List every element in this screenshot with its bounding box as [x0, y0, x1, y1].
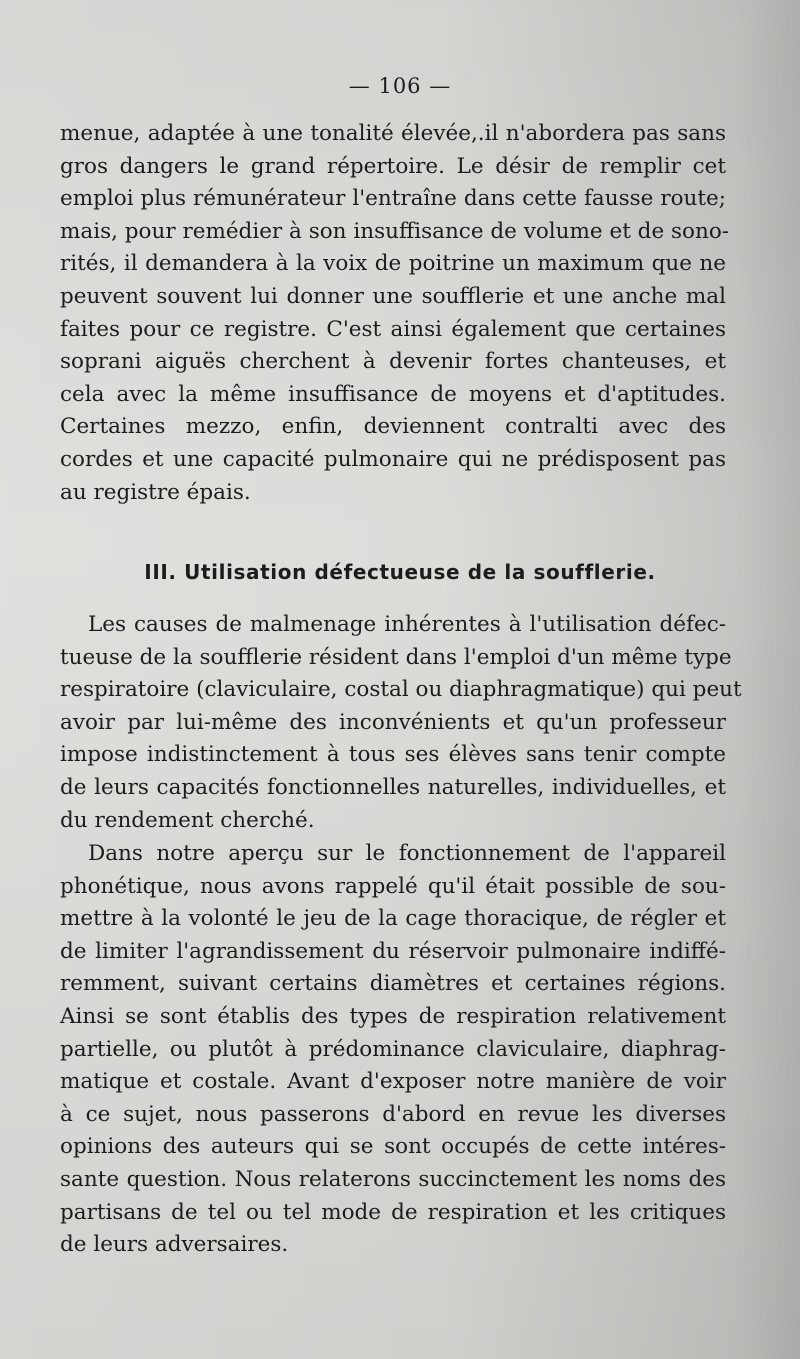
text-line: cordes et une capacité pulmonaire qui ne prédisposent pas	[60, 446, 726, 472]
paragraph-1	[60, 118, 730, 509]
paragraph-2	[60, 609, 742, 837]
page-number: — 106 —	[348, 74, 452, 98]
text-line: de leurs capacités fonctionnelles naturelles, individuelles, et	[60, 774, 726, 800]
text-line: de leurs adversaires.	[60, 1232, 289, 1258]
text-line: avoir par lui-même des inconvénients et qu'un professeur	[60, 709, 726, 735]
text-line: rités, il demandera à la voix de poitrine un maximum que ne	[60, 251, 726, 277]
text-line: du rendement cherché.	[60, 807, 315, 833]
paragraph-3	[60, 838, 726, 1262]
text-line: respiratoire (claviculaire, costal ou diaphragmatique) qui peut	[60, 677, 742, 703]
text-line: impose indistinctement à tous ses élèves sans tenir compte	[60, 742, 726, 768]
section-heading: III. Utilisation défectueuse de la soufflerie.	[144, 560, 656, 584]
text-line: sante question. Nous relaterons succinctement les noms des	[60, 1166, 726, 1192]
text-line: faites pour ce registre. C'est ainsi également que certaines	[60, 316, 726, 342]
text-line: opinions des auteurs qui se sont occupés de cette intéres-	[60, 1134, 726, 1160]
text-line: remment, suivant certains diamètres et certaines régions.	[60, 971, 726, 997]
text-line: peuvent souvent lui donner une soufflerie et une anche mal	[60, 283, 726, 309]
text-line: à ce sujet, nous passerons d'abord en revue les diverses	[60, 1101, 726, 1127]
text-line: gros dangers le grand répertoire. Le désir de remplir cet	[60, 153, 726, 179]
text-line: Dans notre aperçu sur le fonctionnement de l'appareil	[88, 841, 726, 866]
text-line: de limiter l'agrandissement du réservoir pulmonaire indiffé-	[60, 938, 726, 964]
text-line: cela avec la même insuffisance de moyens et d'aptitudes.	[60, 381, 726, 407]
text-line: Ainsi se sont établis des types de respiration relativement	[60, 1003, 726, 1029]
text-line: Certaines mezzo, enfin, deviennent contralti avec des	[60, 414, 726, 440]
text-line: soprani aiguës cherchent à devenir fortes chanteuses, et	[60, 349, 726, 375]
text-line: mettre à la volonté le jeu de la cage thoracique, de régler et	[60, 906, 726, 932]
text-line: matique et costale. Avant d'exposer notre manière de voir	[60, 1069, 726, 1095]
text-line: Les causes de malmenage inhérentes à l'utilisation défec-	[88, 612, 726, 637]
text-line: partielle, ou plutôt à prédominance claviculaire, diaphrag-	[60, 1036, 726, 1062]
text-line: partisans de tel ou tel mode de respiration et les critiques	[60, 1199, 726, 1225]
text-line: mais, pour remédier à son insuffisance de volume et de sono-	[60, 218, 730, 244]
text-line: tueuse de la soufflerie résident dans l'emploi d'un même type	[60, 644, 732, 670]
text-line: emploi plus rémunérateur l'entraîne dans cette fausse route;	[60, 186, 726, 212]
text-line: au registre épais.	[60, 479, 251, 505]
text-line: phonétique, nous avons rappelé qu'il était possible de sou-	[60, 873, 726, 899]
text-line: menue, adaptée à une tonalité élevée,.il n'abordera pas sans	[60, 121, 726, 146]
